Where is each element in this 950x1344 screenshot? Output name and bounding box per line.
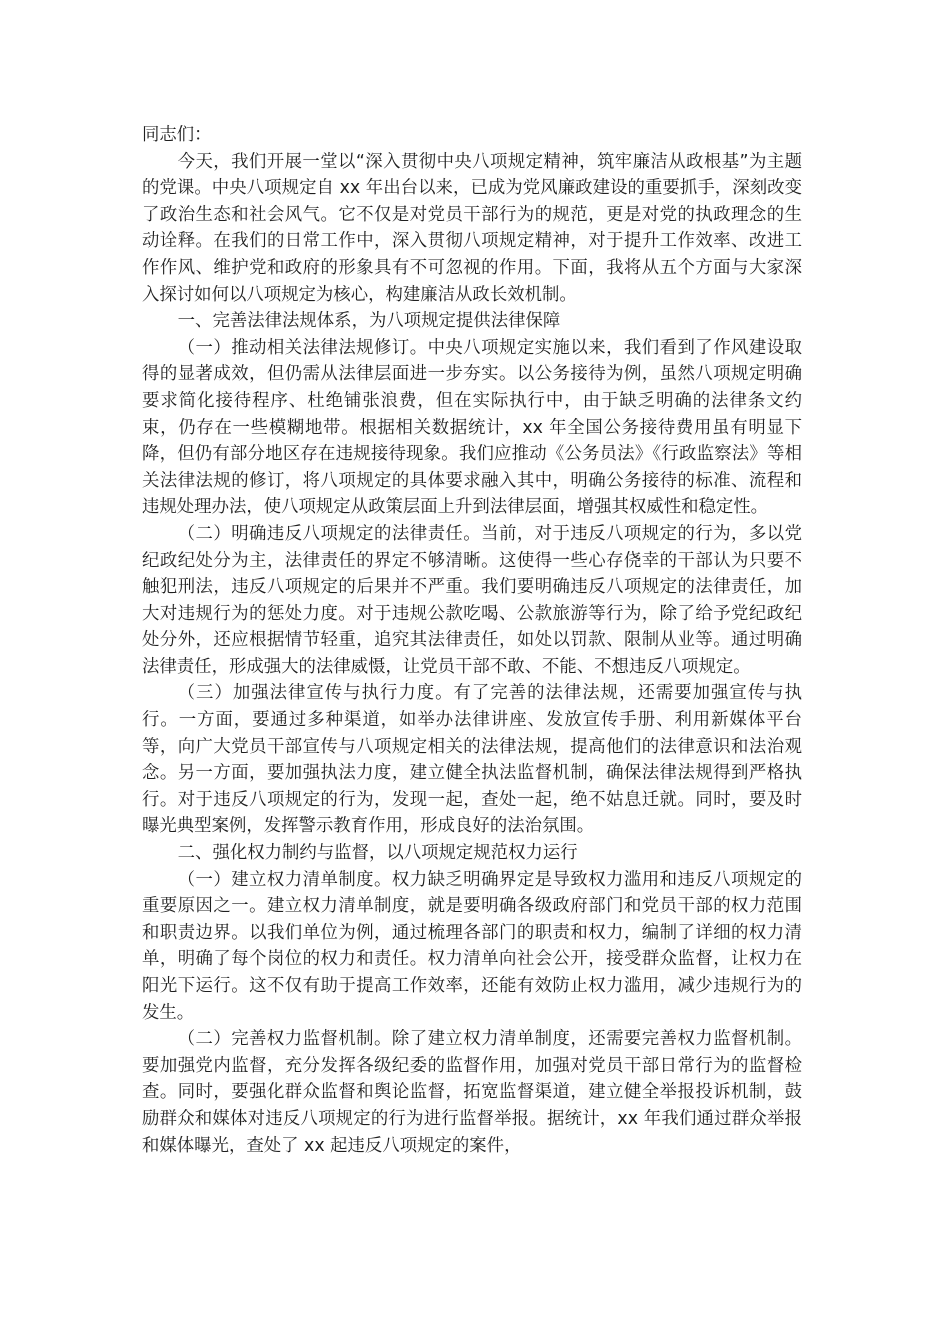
body-paragraph: （三）加强法律宣传与执行力度。有了完善的法律法规，还需要加强宣传与执行。一方面，要通过多种渠道，如举办法律讲座、发放宣传手册、利用新媒体平台等，向广大党员干部宣传与八项规定相关的法律法规，提高他们的法律意识和法治观念。另一方面，要加强执法力度，建立健全执法监督机制，确保法律法规得到严格执行。对于违反八项规定的行为，发现一起，查处一起，绝不姑息迁就。同时，要及时曝光典型案例，发挥警示教育作用，形成良好的法治氛围。 <box>142 683 802 837</box>
body-paragraph: （二）明确违反八项规定的法律责任。当前，对于违反八项规定的行为，多以党纪政纪处分为主，法律责任的界定不够清晰。这使得一些心存侥幸的干部认为只要不触犯刑法，违反八项规定的后果并不严重。我们要明确违反八项规定的法律责任，加大对违规行为的惩处力度。对于违规公款吃喝、公款旅游等行为，除了给予党纪政纪处分外，还应根据情节轻重，追究其法律责任，如处以罚款、限制从业等。通过明确法律责任，形成强大的法律威慑，让党员干部不敢、不能、不想违反八项规定。 <box>142 523 802 677</box>
intro-paragraph: 今天，我们开展一堂以“深入贯彻中央八项规定精神，筑牢廉洁从政根基”为主题的党课。中央八项规定自 xx 年出台以来，已成为党风廉政建设的重要抓手，深刻改变了政治生态和社会风气。它不仅是对党员干部行为的规范，更是对党的执政理念的生动诠释。在我们的日常工作中，深入贯彻八项规定精神，对于提升工作效率、改进工作作风、维护党和政府的形象具有不可忽视的作用。下面，我将从五个方面与大家深入探讨如何以八项规定为核心，构建廉洁从政长效机制。 <box>142 151 802 305</box>
document-page <box>142 122 802 1159</box>
body-paragraph: （一）建立权力清单制度。权力缺乏明确界定是导致权力滥用和违反八项规定的重要原因之一。建立权力清单制度，就是要明确各级政府部门和党员干部的权力范围和职责边界。以我们单位为例，通过梳理各部门的职责和权力，编制了详细的权力清单，明确了每个岗位的权力和责任。权力清单向社会公开，接受群众监督，让权力在阳光下运行。这不仅有助于提高工作效率，还能有效防止权力滥用，减少违规行为的发生。 <box>142 869 802 1023</box>
salutation: 同志们： <box>142 125 212 145</box>
section-heading-1: 一、完善法律法规体系，为八项规定提供法律保障 <box>177 311 561 332</box>
body-paragraph: （一）推动相关法律法规修订。中央八项规定实施以来，我们看到了作风建设取得的显著成效，但仍需从法律层面进一步夯实。以公务接待为例，虽然八项规定明确要求简化接待程序、杜绝铺张浪费，但在实际执行中，由于缺乏明确的法律条文约束，仍存在一些模糊地带。根据相关数据统计，xx 年全国公务接待费用虽有明显下降，但仍有部分地区存在违规接待现象。我们应推动《公务员法》《行政监察法》等相关法律法规的修订，将八项规定的具体要求融入其中，明确公务接待的标准、流程和违规处理办法，使八项规定从政策层面上升到法律层面，增强其权威性和稳定性。 <box>142 337 802 518</box>
body-paragraph: （二）完善权力监督机制。除了建立权力清单制度，还需要完善权力监督机制。要加强党内监督，充分发挥各级纪委的监督作用，加强对党员干部日常行为的监督检查。同时，要强化群众监督和舆论监督，拓宽监督渠道，建立健全举报投诉机制，鼓励群众和媒体对违反八项规定的行为进行监督举报。据统计，xx 年我们通过群众举报和媒体曝光，查处了 xx 起违反八项规定的案件， <box>142 1029 802 1156</box>
section-heading-2: 二、强化权力制约与监督，以八项规定规范权力运行 <box>177 843 578 864</box>
